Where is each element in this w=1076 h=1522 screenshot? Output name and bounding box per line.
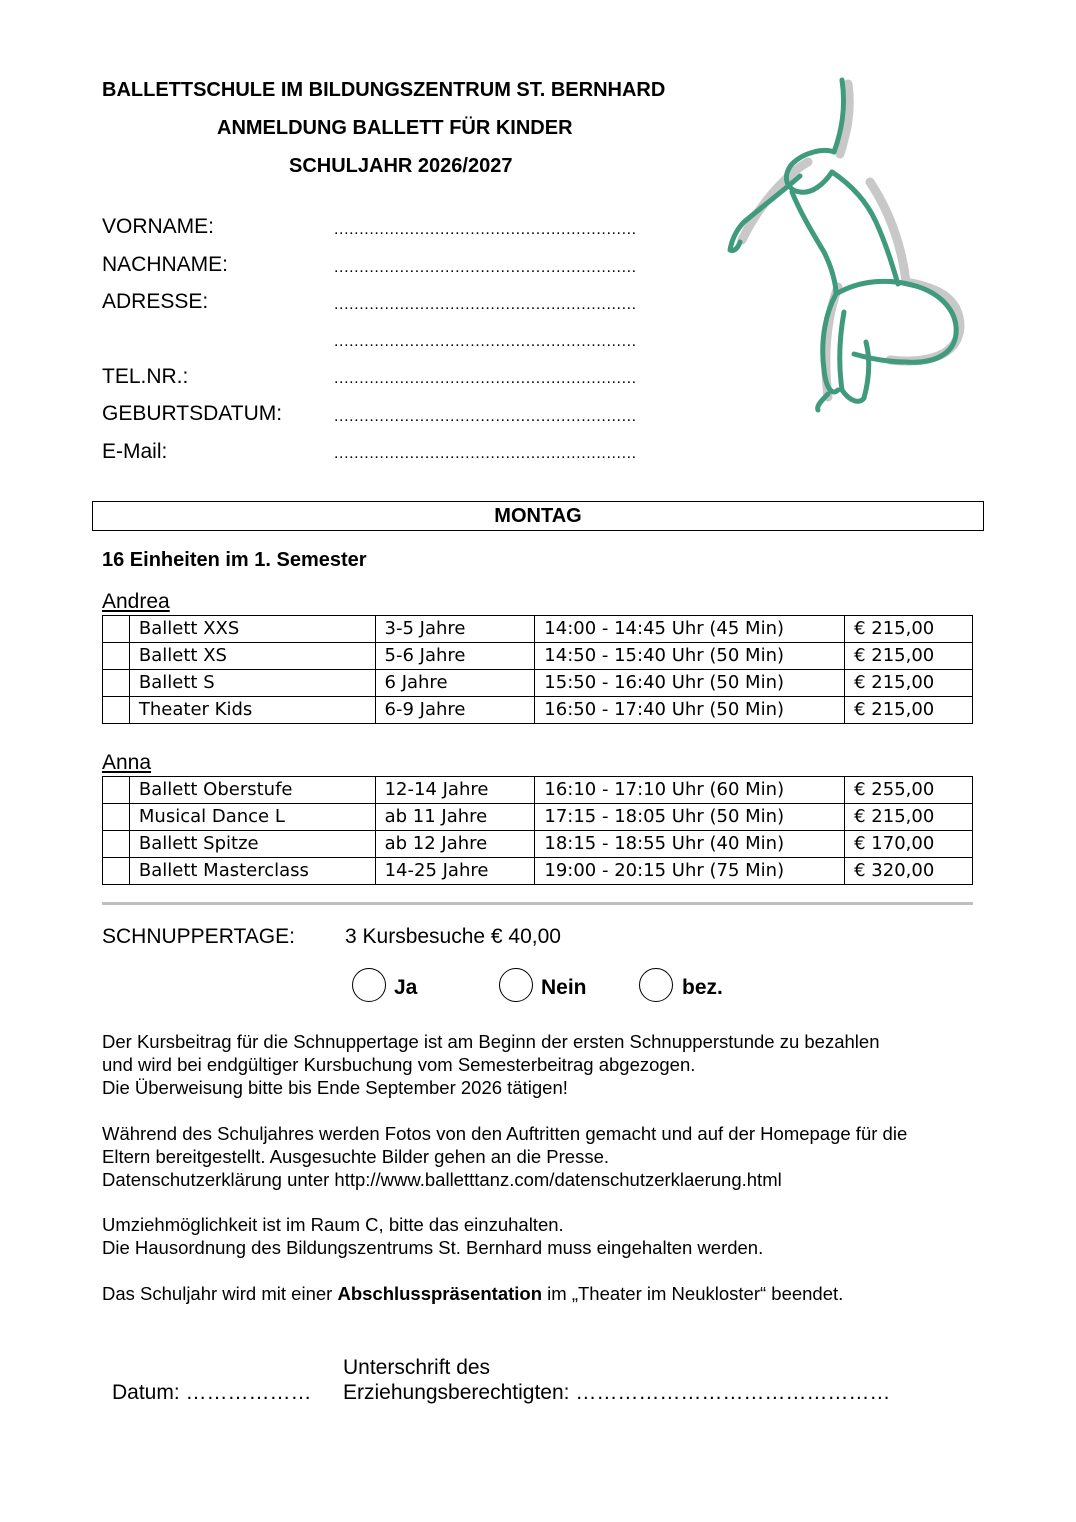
trial-offer: 3 Kursbesuche € 40,00 [345,925,561,948]
form-title: ANMELDUNG BALLETT FÜR KINDER [217,117,573,139]
course-checkbox[interactable] [103,697,130,724]
text-line: Eltern bereitgestellt. Ausgesuchte Bilder gehen an die Presse. [102,1146,610,1167]
text-line: Datenschutzerklärung unter http://www.balletttanz.com/datenschutzerklaerung.html [102,1169,782,1190]
table-row[interactable] [103,643,973,670]
course-age: 14-25 Jahre [375,858,535,885]
field-label-vorname: VORNAME: [102,215,215,238]
course-name: Ballett Oberstufe [129,777,375,804]
course-price: € 255,00 [845,777,973,804]
table-row[interactable] [103,777,973,804]
course-age: 5-6 Jahre [375,643,535,670]
text-line: Der Kursbeitrag für die Schnuppertage ist am Beginn der ersten Schnupperstunde zu bezahlen [102,1031,880,1052]
course-age: 6 Jahre [375,670,535,697]
field-label-adresse: ADRESSE: [102,290,209,313]
course-name: Musical Dance L [129,804,375,831]
text-segment: im „Theater im Neukloster“ beendet. [542,1283,844,1304]
course-time: 16:50 - 17:40 Uhr (50 Min) [535,697,845,724]
course-price: € 215,00 [845,804,973,831]
course-time: 19:00 - 20:15 Uhr (75 Min) [535,858,845,885]
field-input-adresse[interactable]: ............................................................ [334,296,637,313]
course-price: € 215,00 [845,670,973,697]
course-name: Ballett Masterclass [129,858,375,885]
course-checkbox[interactable] [103,858,130,885]
field-label-telnr: TEL.NR.: [102,365,189,388]
teacher-name: Andrea [102,590,170,613]
course-checkbox[interactable] [103,777,130,804]
course-name: Ballett S [129,670,375,697]
course-checkbox[interactable] [103,670,130,697]
course-price: € 215,00 [845,643,973,670]
table-row[interactable] [103,831,973,858]
semester-info: 16 Einheiten im 1. Semester [102,549,367,571]
course-checkbox[interactable] [103,831,130,858]
text-line: Umziehmöglichkeit ist im Raum C, bitte das einzuhalten. [102,1214,564,1235]
course-age: ab 11 Jahre [375,804,535,831]
text-line: Die Hausordnung des Bildungszentrums St. Bernhard muss eingehalten werden. [102,1237,764,1258]
school-year: SCHULJAHR 2026/2027 [289,155,513,177]
course-name: Ballett XS [129,643,375,670]
text-line: und wird bei endgültiger Kursbuchung vom Semesterbeitrag abgezogen. [102,1054,696,1075]
field-input-email[interactable]: ............................................................ [334,445,637,462]
event-name: Abschlusspräsentation [337,1283,543,1304]
radio-ja[interactable] [352,968,386,1002]
teacher-name: Anna [102,751,152,774]
radio-label-ja: Ja [394,976,418,999]
course-time: 14:50 - 15:40 Uhr (50 Min) [535,643,845,670]
field-label-nachname: NACHNAME: [102,253,229,276]
course-price: € 320,00 [845,858,973,885]
course-age: 3-5 Jahre [375,616,535,643]
course-checkbox[interactable] [103,616,130,643]
table-row[interactable] [103,858,973,885]
radio-bez[interactable] [639,968,673,1002]
table-row[interactable] [103,616,973,643]
course-price: € 215,00 [845,616,973,643]
text-segment: Das Schuljahr wird mit einer [102,1283,338,1304]
course-age: ab 12 Jahre [375,831,535,858]
course-table-anna [102,776,973,885]
field-label-geburtsdatum: GEBURTSDATUM: [102,402,283,425]
course-time: 14:00 - 14:45 Uhr (45 Min) [535,616,845,643]
signature-field[interactable]: Erziehungsberechtigten: ……………………………………… [343,1381,891,1404]
trial-label: SCHNUPPERTAGE: [102,925,295,948]
closing-info [102,1282,982,1305]
course-name: Ballett Spitze [129,831,375,858]
text-line: Während des Schuljahres werden Fotos von den Auftritten gemacht und auf der Homepage für die [102,1123,908,1144]
field-label-email: E-Mail: [102,440,168,463]
field-input-vorname[interactable]: ............................................................ [334,221,637,238]
table-row[interactable] [103,697,973,724]
field-input-geburtsdatum[interactable]: ............................................................ [334,408,637,425]
field-input-telnr[interactable]: ............................................................ [334,370,637,387]
course-price: € 170,00 [845,831,973,858]
course-table-andrea [102,615,973,724]
section-divider [102,902,973,905]
ballet-dancer-logo [720,72,990,417]
course-time: 15:50 - 16:40 Uhr (50 Min) [535,670,845,697]
course-price: € 215,00 [845,697,973,724]
school-title: BALLETTSCHULE IM BILDUNGSZENTRUM ST. BERNHARD [102,79,666,101]
course-time: 18:15 - 18:55 Uhr (40 Min) [535,831,845,858]
course-age: 6-9 Jahre [375,697,535,724]
radio-label-nein: Nein [541,976,587,999]
field-input-adresse-2[interactable]: ............................................................ [334,333,637,350]
payment-info [102,1030,982,1099]
rules-info [102,1213,982,1259]
field-input-nachname[interactable]: ............................................................ [334,259,637,276]
day-header: MONTAG [92,501,984,531]
table-row[interactable] [103,804,973,831]
photo-info [102,1122,982,1191]
text-line: Die Überweisung bitte bis Ende September 2026 tätigen! [102,1077,568,1098]
radio-nein[interactable] [499,968,533,1002]
course-time: 16:10 - 17:10 Uhr (60 Min) [535,777,845,804]
course-age: 12-14 Jahre [375,777,535,804]
radio-label-bez: bez. [682,976,723,999]
course-name: Ballett XXS [129,616,375,643]
course-name: Theater Kids [129,697,375,724]
table-row[interactable] [103,670,973,697]
date-field[interactable]: Datum: ……………… [112,1381,312,1404]
signature-label: Unterschrift des [343,1356,491,1379]
course-checkbox[interactable] [103,643,130,670]
course-time: 17:15 - 18:05 Uhr (50 Min) [535,804,845,831]
course-checkbox[interactable] [103,804,130,831]
